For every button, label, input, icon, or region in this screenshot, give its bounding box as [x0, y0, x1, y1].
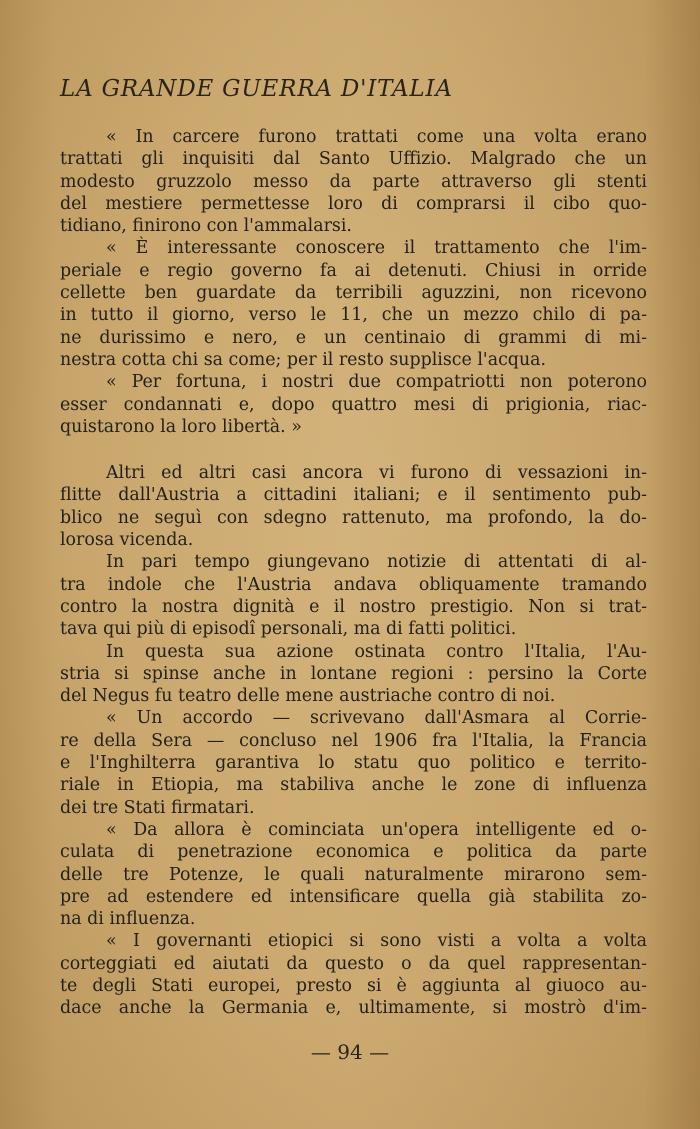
text-line: re della Sera — concluso nel 1906 fra l'Italia, la Francia [60, 730, 647, 751]
text-line: stria si spinse anche in lontane regioni : persino la Corte [60, 663, 647, 684]
body-text [60, 126, 647, 1020]
paragraph [60, 707, 647, 818]
text-line: In questa sua azione ostinata contro l'Italia, l'Au- [106, 641, 647, 662]
text-line: dei tre Stati firmatari. [60, 797, 255, 818]
text-line: esser condannati e, dopo quattro mesi di prigionia, riac- [60, 394, 647, 415]
text-line: ne durissimo e nero, e un centinaio di grammi di mi- [60, 327, 647, 348]
text-line: lorosa vicenda. [60, 530, 194, 551]
text-line: « È interessante conoscere il trattamento che l'im- [106, 238, 647, 259]
text-line: corteggiati ed aiutati da questo o da quel rappresentan- [60, 953, 647, 974]
text-line: e l'Inghilterra garantiva lo statu quo politico e territo- [60, 753, 647, 774]
text-line: cellette ben guardate da terribili aguzzini, non ricevono [60, 283, 647, 304]
text-line: tra indole che l'Austria andava obliquamente tramando [60, 574, 647, 595]
text-line: pre ad estendere ed intensificare quella già stabilita zo- [60, 886, 647, 907]
text-line: dace anche la Germania e, ultimamente, si mostrò d'im- [60, 998, 647, 1019]
text-line: « Un accordo — scrivevano dall'Asmara al Corrie- [106, 708, 647, 729]
text-line: nestra cotta chi sa come; per il resto supplisce l'acqua. [60, 349, 547, 370]
paragraph [60, 930, 647, 1019]
page-number: — 94 — [310, 1040, 390, 1064]
text-line: « I governanti etiopici si sono visti a volta a volta [106, 931, 647, 952]
text-line: quistarono la loro libertà. » [60, 416, 302, 437]
text-line: tava qui più di episodî personali, ma di fatti politici. [60, 619, 517, 640]
paragraph [60, 551, 647, 640]
text-line: « Per fortuna, i nostri due compatriotti non poterono [106, 372, 647, 393]
text-line: contro la nostra dignità e il nostro prestigio. Non si trat- [60, 596, 647, 617]
text-line: flitte dall'Austria a cittadini italiani; e il sentimento pub- [60, 485, 647, 506]
text-line: tidiano, finirono con l'ammalarsi. [60, 216, 352, 237]
text-line: Altri ed altri casi ancora vi furono di vessazioni in- [106, 463, 647, 484]
paragraph [60, 126, 647, 237]
text-line: « In carcere furono trattati come una volta erano [106, 127, 647, 147]
text-line: na di influenza. [60, 909, 196, 930]
text-line: del Negus fu teatro delle mene austriache contro di noi. [60, 686, 556, 707]
text-line: trattati gli inquisiti dal Santo Uffizio. Malgrado che un [60, 149, 647, 170]
paragraph [60, 237, 647, 371]
paragraph [60, 371, 647, 438]
text-line: riale in Etiopia, ma stabiliva anche le zone di influenza [60, 775, 647, 796]
text-line: delle tre Potenze, le quali naturalmente mirarono sem- [60, 864, 647, 885]
paragraph [60, 819, 647, 930]
running-header: LA GRANDE GUERRA D'ITALIA [60, 76, 453, 102]
text-line: culata di penetrazione economica e politica da parte [60, 842, 647, 863]
paragraph-gap [60, 438, 647, 462]
text-line: del mestiere permettesse loro di comprarsi il cibo quo- [60, 193, 647, 214]
text-line: blico ne seguì con sdegno rattenuto, ma profondo, la do- [60, 507, 647, 528]
paragraph [60, 462, 647, 551]
text-line: te degli Stati europei, presto si è aggiunta al giuoco au- [60, 975, 647, 996]
paragraph [60, 641, 647, 708]
text-line: modesto gruzzolo messo da parte attraverso gli stenti [60, 171, 647, 192]
text-line: In pari tempo giungevano notizie di attentati di al- [106, 552, 647, 573]
text-line: « Da allora è cominciata un'opera intelligente ed o- [106, 819, 647, 840]
text-line: in tutto il giorno, verso le 11, che un mezzo chilo di pa- [60, 305, 647, 326]
text-line: periale e regio governo fa ai detenuti. Chiusi in orride [60, 260, 647, 281]
